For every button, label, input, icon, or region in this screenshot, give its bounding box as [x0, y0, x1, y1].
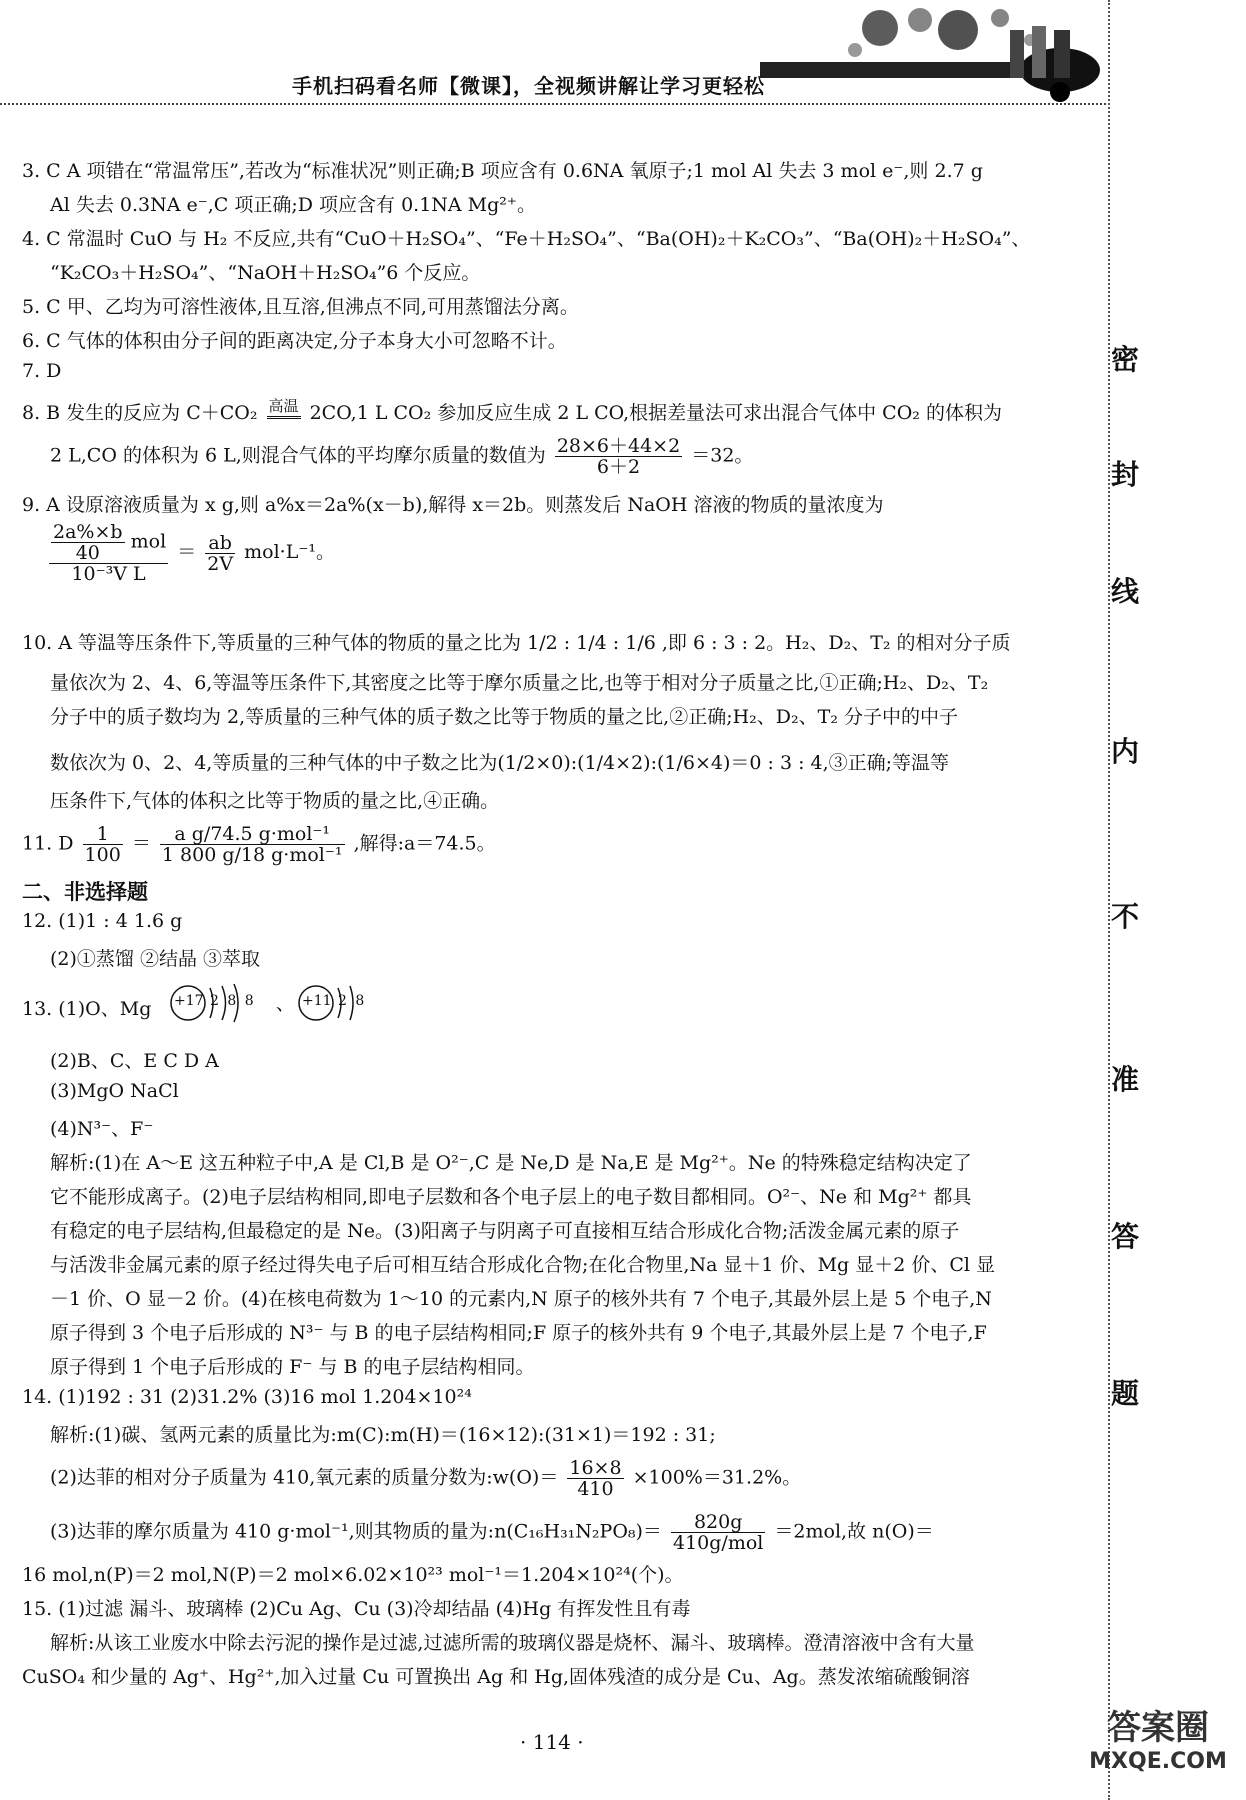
answer-line: 15. (1)过滤 漏斗、玻璃棒 (2)Cu Ag、Cu (3)冷却结晶 (4)Hg 有挥发性且有毒: [22, 1598, 691, 1620]
answer-text: 2CO,1 L CO₂ 参加反应生成 2 L CO,根据差量法可求出混合气体中 CO₂ 的体积为: [309, 402, 1002, 424]
explanation-line: 它不能形成离子。(2)电子层结构相同,即电子层数和各个电子层上的电子数目都相同。O²⁻、Ne 和 Mg²⁺ 都具: [50, 1186, 972, 1208]
explanation-line: 16 mol,n(P)＝2 mol,N(P)＝2 mol×6.02×10²³ mol⁻¹＝1.204×10²⁴(个)。: [22, 1564, 684, 1586]
fraction-numerator: [49, 522, 168, 564]
atom-structure-diagram: [166, 982, 367, 1029]
seal-char: 准: [1110, 1063, 1139, 1096]
answer-line: “K₂CO₃＋H₂SO₄”、“NaOH＋H₂SO₄”6 个反应。: [50, 262, 481, 284]
fraction-denominator: 1 800 g/18 g·mol⁻¹: [161, 844, 343, 866]
explanation-line: 解析:从该工业废水中除去污泥的操作是过滤,过滤所需的玻璃仪器是烧杯、漏斗、玻璃棒。澄清溶液中含有大量: [50, 1632, 975, 1654]
explanation-line: 原子得到 3 个电子后形成的 N³⁻ 与 B 的电子层结构相同;F 原子的核外共有 9 个电子,其最外层上是 7 个电子,F: [50, 1322, 987, 1344]
fraction-numerator: 16×8: [569, 1457, 622, 1479]
seal-char: 封: [1110, 458, 1139, 491]
answer-line: Al 失去 0.3NA e⁻,C 项正确;D 项应含有 0.1NA Mg²⁺。: [50, 194, 536, 216]
fraction-denominator: 2V: [207, 552, 234, 575]
seal-char: 不: [1110, 900, 1139, 933]
answer-text: 2 L,CO 的体积为 6 L,则混合气体的平均摩尔质量的数值为: [50, 444, 546, 467]
compound-fraction: [49, 522, 168, 584]
answer-line: 11. D $\frac{1}{100}$ ＝ $\frac{\text{a g/74.5 g·mol⁻¹}}{\text{1 800 g/18 g·mol⁻¹}}$ ,解得:a＝74.5。: [22, 823, 496, 866]
answer-text: ,即 6 : 3 : 2。H₂、D₂、T₂ 的相对分子质: [661, 632, 1011, 654]
header-banner: 手机扫码看名师【微课】，全视频讲解让学习更轻松: [292, 74, 765, 98]
seal-char: 内: [1110, 735, 1139, 768]
watermark-url: MXQE.COM: [1089, 1749, 1227, 1774]
fraction: [83, 824, 123, 865]
answer-line: [22, 628, 1011, 655]
fraction-numerator: 2a%×b: [53, 521, 123, 543]
atom-shell-label: 2 8: [338, 993, 367, 1009]
answer-line: [50, 436, 753, 477]
atom-core-label: +17: [174, 993, 204, 1009]
section-heading: 二、非选择题: [22, 879, 148, 904]
header-divider: [0, 103, 1110, 105]
fraction-numerator: 28×6＋44×2: [556, 435, 681, 457]
answer-text: ,解得:a＝74.5。: [353, 832, 496, 855]
fraction-numerator: a g/74.5 g·mol⁻¹: [160, 824, 345, 845]
answer-text: ×100%＝31.2%。: [632, 1466, 802, 1489]
seal-char: 线: [1110, 575, 1139, 608]
fraction: [160, 824, 345, 865]
fraction: [671, 1512, 765, 1553]
fraction-denominator: 410g/mol: [672, 1532, 764, 1554]
answer-line: [46, 522, 335, 584]
answer-text: ＝2mol,故 n(O)＝: [774, 1520, 934, 1543]
explanation-line: 解析:(1)碳、氢两元素的质量比为:m(C):m(H)＝(16×12):(31×1)＝192 : 31;: [50, 1424, 716, 1446]
answer-line: 9. A 设原溶液质量为 x g,则 a%x＝2a%(x－b),解得 x＝2b。则蒸发后 NaOH 溶液的物质的量浓度为: [22, 494, 884, 516]
equals-sign: ＝: [177, 541, 197, 563]
answer-line: 6. C 气体的体积由分子间的距离决定,分子本身大小可忽略不计。: [22, 330, 567, 352]
seal-char: 题: [1110, 1377, 1139, 1410]
fraction: [567, 1458, 623, 1499]
fraction-denominator: 410: [577, 1478, 614, 1500]
answer-text: 10. A 等温等压条件下,等质量的三种气体的物质的量之比为: [22, 632, 522, 654]
answer-line: 12. (1)1 : 4 1.6 g: [22, 910, 183, 932]
svg-text:、: 、: [276, 994, 294, 1015]
explanation-line: 解析:(1)在 A～E 这五种粒子中,A 是 Cl,B 是 O²⁻,C 是 Ne,D 是 Na,E 是 Mg²⁺。Ne 的特殊稳定结构决定了: [50, 1152, 972, 1174]
fraction-denominator: 100: [84, 844, 121, 866]
explanation-line: －1 价、O 显－2 价。(4)在核电荷数为 1～10 的元素内,N 原子的核外共有 7 个电子,其最外层上是 5 个电子,N: [50, 1288, 992, 1310]
fraction: [555, 436, 682, 477]
site-watermark-logo: [1070, 1700, 1246, 1800]
answer-line: (2)①蒸馏 ②结晶 ③萃取: [50, 948, 260, 970]
answer-line: 量依次为 2、4、6,等温等压条件下,其密度之比等于摩尔质量之比,也等于相对分子质量之比,①正确;H₂、D₂、T₂: [50, 672, 989, 694]
reaction-condition: 高温: [267, 396, 301, 419]
reaction-arrow: [267, 396, 301, 419]
fraction-numerator: 820g: [671, 1512, 765, 1533]
answer-text: (3)达菲的摩尔质量为 410 g·mol⁻¹,则其物质的量为:n(C₁₆H₃₁N₂PO₈)＝: [50, 1520, 662, 1543]
answer-text: mol·L⁻¹。: [244, 541, 335, 563]
answer-line: 5. C 甲、乙均为可溶性液体,且互溶,但沸点不同,可用蒸馏法分离。: [22, 296, 579, 318]
fraction: [205, 533, 235, 574]
page-number: · 114 ·: [520, 1730, 584, 1754]
ratio-expression: 1/2 : 1/4 : 1/6: [527, 632, 656, 654]
fraction-denominator: 10⁻³V L: [71, 563, 146, 585]
explanation-line: 与活泼非金属元素的原子经过得失电子后可相互结合形成化合物;在化合物里,Na 显＋1 价、Mg 显＋2 价、Cl 显: [50, 1254, 996, 1276]
explanation-line: CuSO₄ 和少量的 Ag⁺、Hg²⁺,加入过量 Cu 可置换出 Ag 和 Hg,固体残渣的成分是 Cu、Ag。蒸发浓缩硫酸铜溶: [22, 1666, 970, 1688]
explanation-line: 有稳定的电子层结构,但最稳定的是 Ne。(3)阳离子与阴离子可直接相互结合形成化合物;活泼金属元素的原子: [50, 1220, 960, 1242]
answer-text: 8. B 发生的反应为 C＋CO₂: [22, 402, 258, 424]
explanation-line: [50, 1458, 801, 1499]
unit: mol: [130, 530, 167, 553]
answer-text: (2)达菲的相对分子质量为 410,氧元素的质量分数为:w(O)＝: [50, 1466, 559, 1489]
answer-line: 压条件下,气体的体积之比等于物质的量之比,④正确。: [50, 790, 500, 812]
seal-char: 答: [1110, 1220, 1139, 1253]
explanation-line: 原子得到 1 个电子后形成的 F⁻ 与 B 的电子层结构相同。: [50, 1356, 535, 1378]
answer-line: 14. (1)192 : 31 (2)31.2% (3)16 mol 1.204×10²⁴: [22, 1386, 472, 1408]
answer-line: 13. (1)O、Mg: [22, 998, 152, 1020]
fraction-denominator: 6＋2: [596, 456, 641, 478]
answer-text: 11. D: [22, 832, 74, 855]
atom-core-label: +11: [302, 993, 332, 1009]
fraction-numerator: 1: [83, 824, 123, 845]
answer-line: 数依次为 0、2、4,等质量的三种气体的中子数之比为(1/2×0):(1/4×2):(1/6×4)＝0 : 3 : 4,③正确;等温等: [50, 752, 950, 774]
answer-line: (2)B、C、E C D A: [50, 1050, 219, 1072]
answer-line: 7. D: [22, 360, 62, 382]
answer-line: [22, 398, 1002, 425]
page-header: [0, 0, 1120, 108]
answer-line: (3)MgO NaCl: [50, 1080, 179, 1102]
fraction-denominator: 40: [75, 542, 100, 564]
answer-line: (4)N³⁻、F⁻: [50, 1118, 154, 1140]
decorative-header-graphic: [760, 0, 1120, 108]
inner-fraction: [51, 522, 125, 563]
seal-char: 密: [1110, 343, 1139, 376]
watermark-title: 答案圈: [1107, 1708, 1209, 1748]
answer-line: 3. C A 项错在“常温常压”,若改为“标准状况”则正确;B 项应含有 0.6NA 氧原子;1 mol Al 失去 3 mol e⁻,则 2.7 g: [22, 160, 983, 182]
explanation-line: [50, 1512, 934, 1553]
answer-line: 分子中的质子数均为 2,等质量的三种气体的质子数之比等于物质的量之比,②正确;H₂、D₂、T₂ 分子中的中子: [50, 706, 958, 728]
fraction-numerator: ab: [205, 533, 235, 554]
atom-shell-label: 2 8 8: [210, 993, 256, 1009]
answer-line: 4. C 常温时 CuO 与 H₂ 不反应,共有“CuO＋H₂SO₄”、“Fe＋H₂SO₄”、“Ba(OH)₂＋K₂CO₃”、“Ba(OH)₂＋H₂SO₄”、: [22, 228, 1031, 250]
answer-text: ＝32。: [691, 444, 754, 467]
